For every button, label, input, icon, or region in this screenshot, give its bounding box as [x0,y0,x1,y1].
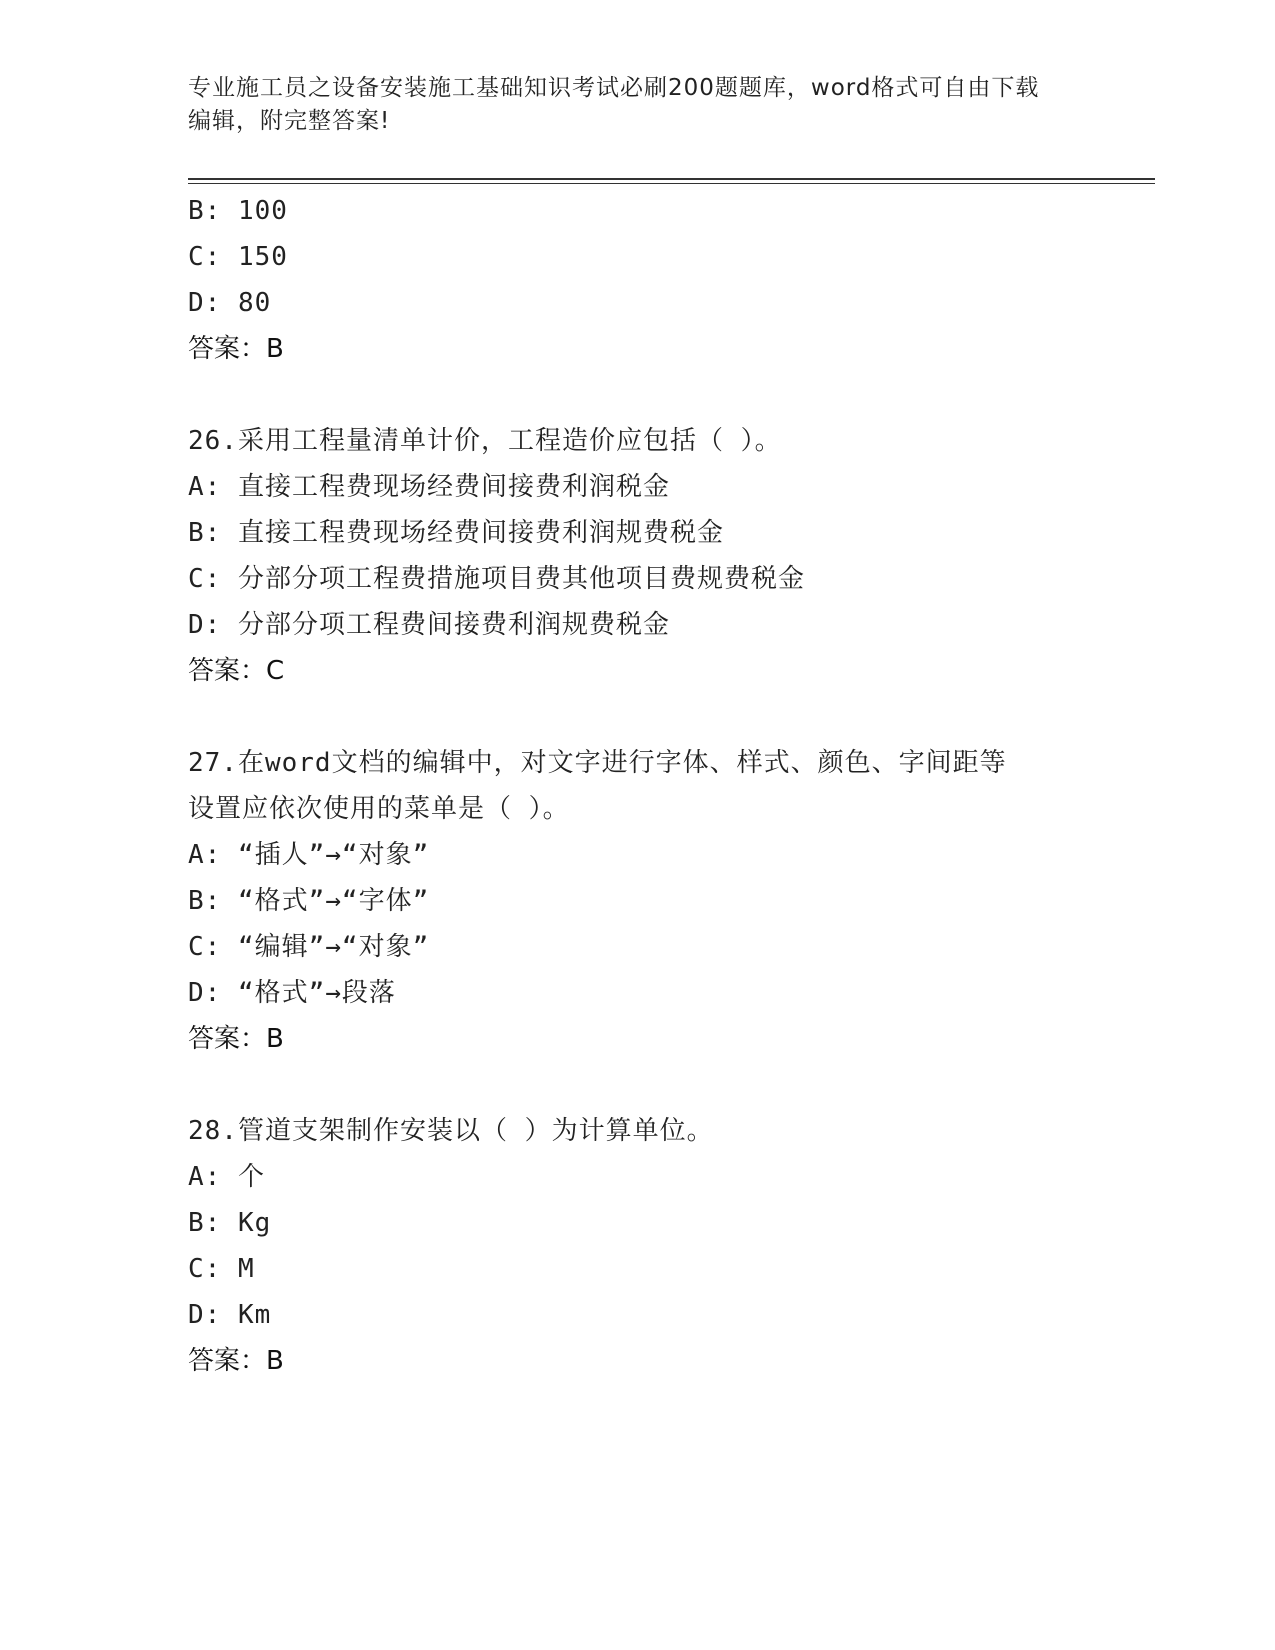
question-26 [188,418,1148,694]
spacer [188,694,1148,740]
header-divider-thin [188,183,1155,184]
option-b: B: Kg [188,1208,272,1238]
document-title-line-2: 编辑，附完整答案! [188,108,391,134]
option-c: C: M [188,1254,255,1284]
option-c: C: “编辑”→“对象” [188,932,430,962]
question-stem: 26.采用工程量清单计价，工程造价应包括（ ）。 [188,426,782,456]
option-d: D: 分部分项工程费间接费利润规费税金 [188,610,670,640]
option-d: D: Km [188,1300,272,1330]
answer-line: 答案：B [188,1024,284,1054]
question-28 [188,1108,1148,1384]
option-a: A: 直接工程费现场经费间接费利润税金 [188,472,670,502]
answer-line: 答案：B [188,1346,284,1376]
option-c: C: 150 [188,242,288,272]
question-stem-line-1: 27.在word文档的编辑中，对文字进行字体、样式、颜色、字间距等 [188,748,1007,778]
question-27 [188,740,1148,1062]
header-divider-thick [188,178,1155,180]
option-c: C: 分部分项工程费措施项目费其他项目费规费税金 [188,564,805,594]
option-b: B: 100 [188,196,288,226]
answer-line: 答案：C [188,656,285,686]
option-b: B: 直接工程费现场经费间接费利润规费税金 [188,518,724,548]
spacer [188,372,1148,418]
option-d: D: 80 [188,288,272,318]
document-title-line-1: 专业施工员之设备安装施工基础知识考试必刷200题题库，word格式可自由下载 [188,75,1040,101]
option-d: D: “格式”→段落 [188,978,396,1008]
option-b: B: “格式”→“字体” [188,886,430,916]
answer-line: 答案：B [188,334,284,364]
option-a: A: 个 [188,1162,265,1192]
question-stem: 28.管道支架制作安装以（ ）为计算单位。 [188,1116,714,1146]
question-content [188,188,1148,1384]
document-title [188,72,1088,138]
question-25-continued [188,188,1148,372]
option-a: A: “插人”→“对象” [188,840,430,870]
question-stem-line-2: 设置应依次使用的菜单是（ ）。 [188,794,570,824]
spacer [188,1062,1148,1108]
